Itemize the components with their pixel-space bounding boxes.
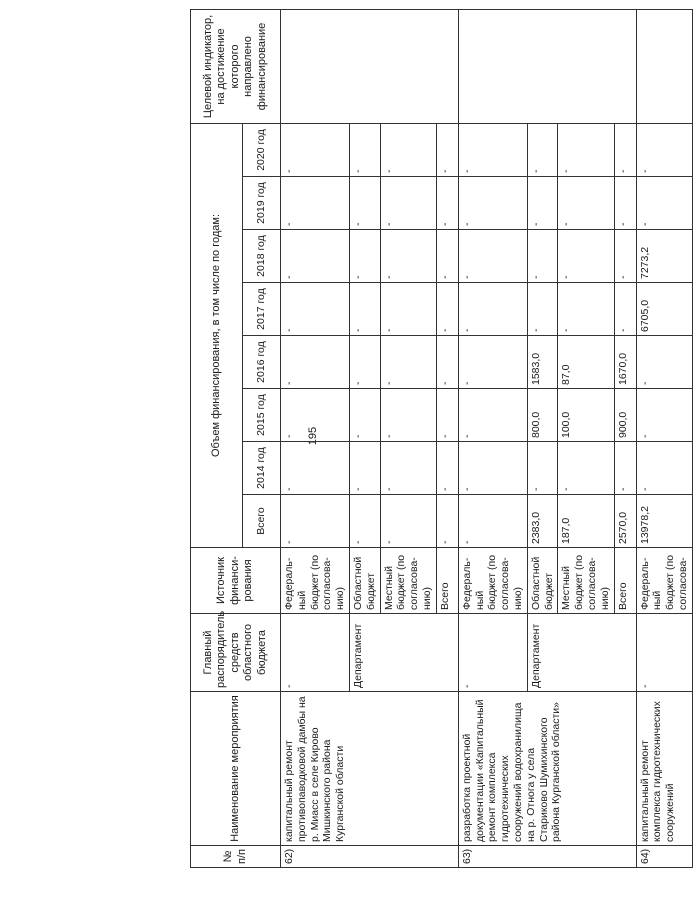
header-funding-group: Объем финансирования, в том числе по годам:	[191, 123, 243, 547]
header-year-2018: 2018 год	[243, 230, 281, 283]
total-cell: 2383,0	[527, 495, 558, 548]
table-row	[281, 9, 350, 867]
year-cell: -	[436, 230, 458, 283]
year-cell: -	[349, 123, 380, 176]
year-cell: -	[614, 123, 636, 176]
year-cell: -	[558, 177, 614, 230]
table-row	[458, 9, 527, 867]
year-cell: -	[558, 283, 614, 336]
year-cell: -	[281, 389, 350, 442]
year-cell: -	[458, 177, 527, 230]
year-cell: -	[636, 389, 692, 442]
header-year-2019: 2019 год	[243, 177, 281, 230]
year-cell: 800,0	[527, 389, 558, 442]
year-cell: -	[458, 442, 527, 495]
manager-cell: Департамент	[527, 614, 636, 692]
year-cell: -	[458, 336, 527, 389]
year-cell: -	[636, 336, 692, 389]
year-cell: 1670,0	[614, 336, 636, 389]
total-cell: -	[458, 495, 527, 548]
year-cell: -	[380, 336, 436, 389]
header-total: Всего	[243, 495, 281, 548]
header-no: № п/п	[191, 846, 281, 868]
year-cell: -	[281, 230, 350, 283]
total-cell: 187,0	[558, 495, 614, 548]
year-cell: -	[380, 442, 436, 495]
year-cell: -	[558, 230, 614, 283]
header-year-2017: 2017 год	[243, 283, 281, 336]
year-cell: -	[281, 283, 350, 336]
year-cell: -	[281, 336, 350, 389]
source-cell: Федераль-ный бюджет (по согласова-нию)	[458, 548, 527, 614]
manager-cell: -	[458, 614, 527, 692]
year-cell: -	[380, 389, 436, 442]
year-cell: -	[349, 230, 380, 283]
year-cell: -	[281, 177, 350, 230]
year-cell: 900,0	[614, 389, 636, 442]
row-number: 63)	[458, 846, 636, 868]
year-cell: 1583,0	[527, 336, 558, 389]
row-number: 62)	[281, 846, 459, 868]
year-cell: 6705,0	[636, 283, 692, 336]
year-cell: -	[558, 123, 614, 176]
year-cell: -	[436, 389, 458, 442]
table-row	[636, 9, 692, 867]
indicator-cell	[458, 9, 636, 123]
year-cell: -	[436, 177, 458, 230]
total-cell: -	[436, 495, 458, 548]
header-indicator: Целевой индикатор, на достижение которого направлено финансирование	[191, 9, 281, 123]
funding-table	[190, 9, 693, 868]
header-name: Наименование мероприятия	[191, 692, 281, 846]
year-cell: -	[380, 177, 436, 230]
year-cell: 100,0	[558, 389, 614, 442]
manager-cell: -	[281, 614, 350, 692]
header-year-2020: 2020 год	[243, 123, 281, 176]
year-cell: -	[614, 283, 636, 336]
manager-cell: -	[636, 614, 692, 692]
year-cell: -	[281, 123, 350, 176]
year-cell: -	[349, 389, 380, 442]
year-cell: -	[436, 123, 458, 176]
year-cell: -	[436, 442, 458, 495]
year-cell: -	[458, 230, 527, 283]
year-cell: -	[558, 442, 614, 495]
measure-name: разработка проектной документации «Капитальный ремонт комплекса гидротехнических сооружений водохранилища на р. Отнога у села Стариково Шумихинского района Курганской области»	[458, 692, 636, 846]
year-cell: -	[636, 442, 692, 495]
header-manager: Главный распорядитель средств областного бюджета	[191, 614, 281, 692]
year-cell: -	[614, 442, 636, 495]
source-cell: Местный бюджет (по согласова-нию)	[558, 548, 614, 614]
year-cell: -	[636, 123, 692, 176]
page-number: 195	[307, 426, 319, 446]
year-cell: -	[349, 336, 380, 389]
header-year-2014: 2014 год	[243, 442, 281, 495]
budget-table-rotated	[190, 14, 689, 868]
source-cell: Федераль-ный бюджет (по согласова-	[636, 548, 692, 614]
year-cell: -	[527, 230, 558, 283]
year-cell: -	[527, 123, 558, 176]
year-cell: 7273,2	[636, 230, 692, 283]
total-cell: -	[349, 495, 380, 548]
year-cell: -	[458, 389, 527, 442]
year-cell: -	[614, 177, 636, 230]
year-cell: -	[349, 283, 380, 336]
year-cell: -	[281, 442, 350, 495]
total-cell: 13978,2	[636, 495, 692, 548]
year-cell: -	[436, 283, 458, 336]
total-cell: 2570,0	[614, 495, 636, 548]
total-cell: -	[281, 495, 350, 548]
year-cell: -	[458, 123, 527, 176]
year-cell: -	[527, 177, 558, 230]
source-cell: Всего	[436, 548, 458, 614]
source-cell: Федераль-ный бюджет (по согласова-нию)	[281, 548, 350, 614]
source-cell: Всего	[614, 548, 636, 614]
header-year-2016: 2016 год	[243, 336, 281, 389]
year-cell: 87,0	[558, 336, 614, 389]
year-cell: -	[380, 283, 436, 336]
row-number: 64)	[636, 846, 692, 868]
header-year-2015: 2015 год	[243, 389, 281, 442]
year-cell: -	[458, 283, 527, 336]
year-cell: -	[349, 442, 380, 495]
year-cell: -	[436, 336, 458, 389]
measure-name: капитальный ремонт противопаводковой дамбы на р. Миасс в селе Кирово Мишкинского района Курганской области	[281, 692, 459, 846]
year-cell: -	[527, 283, 558, 336]
year-cell: -	[349, 177, 380, 230]
source-cell: Местный бюджет (по согласова-нию)	[380, 548, 436, 614]
manager-cell: Департамент	[349, 614, 458, 692]
year-cell: -	[380, 230, 436, 283]
indicator-cell	[281, 9, 459, 123]
source-cell: Областной бюджет	[527, 548, 558, 614]
indicator-cell	[636, 9, 692, 123]
measure-name: капитальный ремонт комплекса гидротехнических сооружений	[636, 692, 692, 846]
year-cell: -	[614, 230, 636, 283]
year-cell: -	[380, 123, 436, 176]
year-cell: -	[527, 442, 558, 495]
source-cell: Областной бюджет	[349, 548, 380, 614]
total-cell: -	[380, 495, 436, 548]
header-source: Источник финанси-рования	[191, 548, 281, 614]
year-cell: -	[636, 177, 692, 230]
